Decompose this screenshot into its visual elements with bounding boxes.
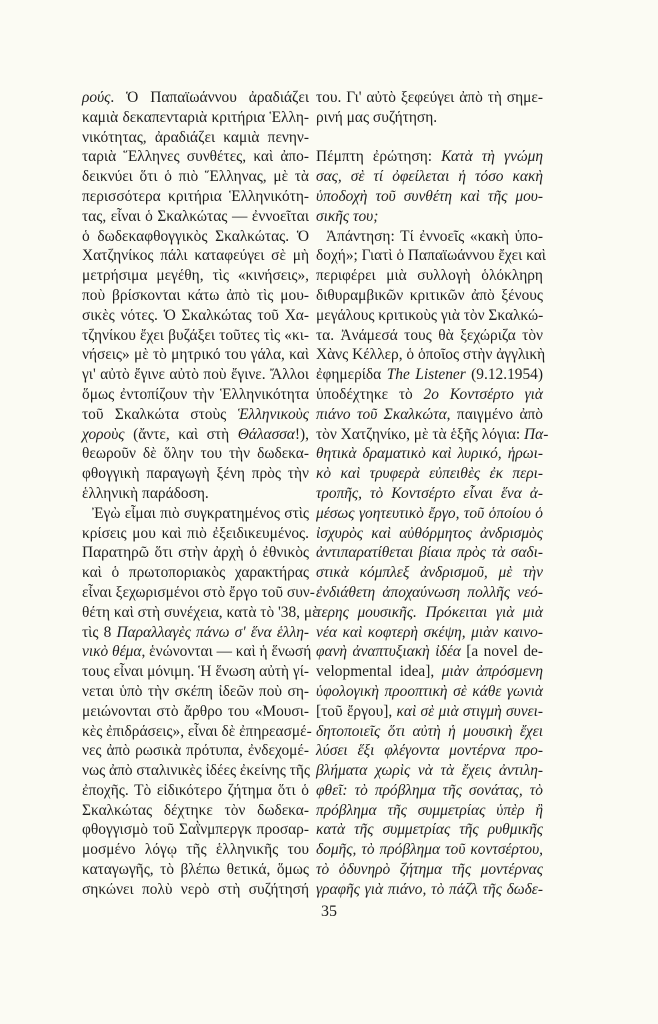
text-line: γι' αὐτὸ ἔγινε αὐτὸ ποὺ ἔγινε. Ἄλλοι: [82, 366, 309, 384]
text-line: ὁ δωδεκαφθογγικὸς Σκαλκώτας. Ὁ: [82, 227, 309, 245]
text-line: κρίσεις μου καὶ πιὸ ἐξειδικευμένος.: [82, 524, 309, 542]
text-line: ἰσχυρὸς καὶ αὐθόρμητος ἀνδρισμὸς: [316, 524, 543, 542]
left-text-column: [82, 88, 319, 900]
text-line: σικὲς νότες. Ὁ Σκαλκώτας τοῦ Χα-: [82, 306, 309, 324]
text-line: θητικὰ δραματικὸ καὶ λυρικό, ἡρωι-: [316, 445, 543, 463]
text-line: νες ἀπὸ ρωσικὰ πρότυπα, ἐνδεχομέ-: [82, 742, 309, 760]
text-line: τοῦ Σκαλκώτα στοὺς Ἑλληνικοὺς: [82, 405, 309, 423]
text-line: καὶ ὁ πρωτοποριακὸς χαρακτήρας: [82, 564, 309, 582]
text-line: κατὰ τῆς συμμετρίας τῆς ρυθμικῆς: [316, 821, 543, 839]
page-number: 35: [321, 903, 337, 920]
text-line: καταγωγῆς, τὸ βλέπω θετικά, ὅμως: [82, 861, 309, 879]
text-line: ἐποχῆς. Τὸ εἰδικότερο ζήτημα ὅτι ὁ: [82, 781, 309, 799]
text-line: χοροὺς (ἄντε, καὶ στὴ Θάλασσα!),: [82, 425, 309, 443]
text-line: ἀντιπαρατίθεται βίαια πρὸς τὰ σαδι-: [316, 544, 543, 562]
text-line: δοχή»; Γιατὶ ὁ Παπαϊωάννου ἔχει καὶ: [316, 247, 546, 265]
text-line: τὸ ὀδυνηρὸ ζήτημα τῆς μοντέρνας: [316, 861, 543, 879]
text-line: καμιὰ δεκαπενταριὰ κριτήρια Ἑλλη-: [82, 108, 309, 126]
text-line: ἐφημερίδα The Listener (9.12.1954): [316, 366, 543, 384]
text-line: δεικνύει ὅτι ὁ πιὸ Ἕλληνας, μὲ τὰ: [82, 168, 309, 186]
paragraph-gap: [316, 128, 543, 148]
text-line: ὑφολογικὴ προοπτικὴ σὲ κάθε γωνιὰ: [316, 682, 543, 700]
text-line: σηκώνει πολὺ νερὸ στὴ συζήτησή: [82, 880, 309, 898]
text-line: ἑλληνικὴ παράδοση.: [82, 484, 209, 502]
text-line: ὑποδέχτηκε τὸ 2ο Κοντσέρτο γιὰ: [316, 385, 543, 403]
text-line: πιάνο τοῦ Σκαλκώτα, παιγμένο ἀπὸ: [316, 405, 544, 423]
text-line: περιφέρει μιὰ συλλογὴ ὁλόκληρη: [316, 267, 543, 285]
text-line: τροπῆς, τὸ Κοντσέρτο εἶναι ἕνα ἀ-: [316, 484, 543, 502]
text-line: σικῆς του;: [316, 207, 379, 225]
text-line: Πέμπτη ἐρώτηση: Κατὰ τὴ γνώμη: [316, 148, 544, 166]
text-line: Ἐγὼ εἶμαι πιὸ συγκρατημένος στὶς: [92, 504, 309, 522]
text-line: διθυραμβικῶν κριτικῶν ἀπὸ ξένους: [316, 286, 543, 304]
text-line: νως ἀπὸ σταλινικὲς ἰδέες ἐκείνης τῆς: [82, 762, 310, 780]
text-line: νέα καὶ κοφτερὴ σκέψη, μιὰν καινο-: [316, 623, 543, 641]
text-line: εἶναι ξεχωρισμένοι στὸ ἔργο τοῦ συν-: [82, 583, 315, 601]
text-line: μέσως γοητευτικὸ ἔργο, τοῦ ὁποίου ὁ: [316, 504, 543, 522]
text-line: θέτη καὶ στὴ συνέχεια, κατὰ τὸ '38, μὲ: [82, 603, 319, 621]
text-line: κὸ καὶ τρυφερὰ εὐπειθὲς ἐκ περι-: [316, 465, 543, 483]
text-line: σας, σὲ τί ὀφείλεται ἡ τόσο κακὴ: [316, 168, 543, 186]
text-line: μετρήσιμα μεγέθη, τὶς «κινήσεις»,: [82, 267, 309, 285]
text-line: δομῆς, τὸ πρόβλημα τοῦ κοντσέρτου,: [316, 841, 543, 859]
text-line: πρόβλημα τῆς συμμετρίας ὑπὲρ ἢ: [316, 801, 543, 819]
text-line: τὸν Χατζηνίκο, μὲ τὰ ἑξῆς λόγια: Πα-: [316, 425, 549, 443]
text-line: δητοποιεῖς ὅτι αὐτὴ ἡ μουσικὴ ἔχει: [316, 722, 543, 740]
text-line: τὶς 8 Παραλλαγὲς πάνω σ' ἕνα ἑλλη-: [82, 623, 309, 641]
text-line: [τοῦ ἔργου], καὶ σὲ μιὰ στιγμὴ συνει-: [316, 702, 543, 720]
text-line: ρούς. Ὁ Παπαϊωάννου ἀραδιάζει: [82, 89, 309, 106]
text-line: νεται ὑπὸ τὴν σκέπη ἰδεῶν ποὺ ση-: [82, 682, 309, 700]
text-line: νικότητας, ἀραδιάζει καμιὰ πενην-: [82, 128, 309, 146]
text-line: τας, εἶναι ὁ Σκαλκώτας — ἐννοεῖται: [82, 207, 309, 225]
text-line: Ἀπάντηση: Τί ἐννοεῖς «κακὴ ὑπο-: [326, 227, 543, 245]
text-line: μεγάλους κριτικοὺς γιὰ τὸν Σκαλκώ-: [316, 306, 544, 324]
text-line: στικὰ κόμπλεξ ἀνδρισμοῦ, μὲ τὴν: [316, 564, 543, 582]
text-line: λύσει ἕξι φλέγοντα μοντέρνα προ-: [316, 742, 543, 760]
text-line: ὑποδοχὴ τοῦ συνθέτη καὶ τῆς μου-: [316, 187, 543, 205]
text-line: μειώνονται στὸ ἄρθρο του «Μουσι-: [82, 702, 309, 720]
text-line: νήσεις» μὲ τὸ μητρικό του γάλα, καὶ: [82, 346, 309, 364]
text-line: velopmental idea], μιὰν ἀπρόσμενη: [316, 663, 543, 681]
text-line: περισσότερα κριτήρια Ἑλληνικότη-: [82, 187, 309, 205]
right-text-column: [316, 88, 549, 900]
text-line: Χὰνς Κέλλερ, ὁ ὁποῖος στὴν ἀγγλικὴ: [316, 346, 546, 364]
text-line: φανὴ ἀναπτυξιακὴ ἰδέα [a novel de-: [316, 643, 543, 661]
text-line: τζηνίκου ἔχει βυζάξει τοῦτες τὶς «κι-: [82, 326, 309, 344]
text-line: του. Γι' αὐτὸ ξεφεύγει ἀπὸ τὴ σημε-: [316, 89, 543, 106]
text-line: θεωροῦν δὲ ὅλην του τὴν δωδεκα-: [82, 445, 309, 463]
text-line: ταριὰ Ἕλληνες συνθέτες, καὶ ἀπο-: [82, 148, 309, 166]
text-line: μοσμένο λόγῳ τῆς ἑλληνικῆς του: [82, 841, 309, 859]
text-line: Παρατηρῶ ὅτι στὴν ἀρχὴ ὁ ἐθνικὸς: [82, 544, 309, 562]
text-line: φθογγικὴ παραγωγὴ ξένη πρὸς τὴν: [82, 465, 309, 483]
text-line: τους εἶναι μόνιμη. Ἡ ἕνωση αὐτὴ γί-: [82, 663, 309, 681]
text-line: νικὸ θέμα, ἑνώνονται — καὶ ἡ ἕνωσή: [82, 643, 312, 661]
text-line: ἐνδιάθετη ἀποχαύνωση πολλῆς νεό-: [316, 583, 543, 601]
text-line: γραφῆς γιὰ πιάνο, τὸ πάζλ τῆς δωδε-: [316, 880, 543, 898]
text-line: τα. Ἀνάμεσά τους θὰ ξεχώριζα τὸν: [316, 326, 543, 344]
text-line: φθογγισμὸ τοῦ Σαῒνμπεργκ προσαρ-: [82, 821, 309, 839]
text-line: ποὺ βρίσκονται κάτω ἀπὸ τὶς μου-: [82, 286, 309, 304]
text-line: κὲς ἐπιδράσεις», εἶναι δὲ ἐπηρεασμέ-: [82, 722, 312, 740]
text-line: τερης μουσικῆς. Πρόκειται γιὰ μιὰ: [316, 603, 543, 621]
text-line: Χατζηνίκος πάλι καταφεύγει σὲ μὴ: [82, 247, 309, 265]
text-line: ρινή μας συζήτηση.: [316, 108, 438, 126]
text-line: Σκαλκώτας δέχτηκε τὸν δωδεκα-: [82, 801, 309, 819]
text-line: βλήματα χωρὶς νὰ τὰ ἔχεις ἀντιλη-: [316, 762, 543, 780]
text-line: ὅμως ἐντοπίζουν τὴν Ἑλληνικότητα: [82, 385, 309, 403]
text-line: φθεῖ: τὸ πρόβλημα τῆς σονάτας, τὸ: [316, 781, 543, 799]
